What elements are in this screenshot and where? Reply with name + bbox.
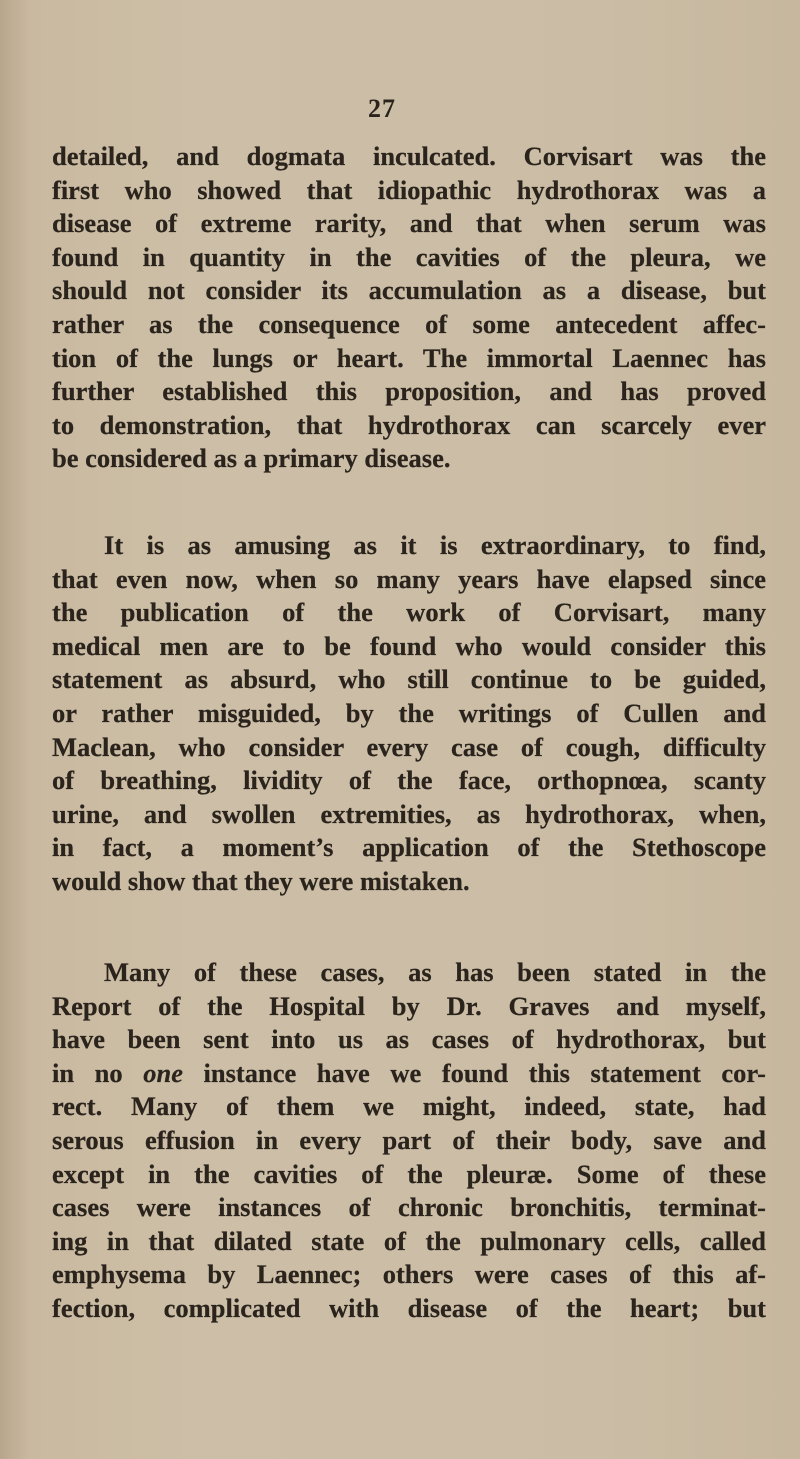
text-line: have been sent into us as cases of hydrothorax, but	[52, 1024, 766, 1055]
text-line: statement as absurd, who still continue to be guided,	[52, 664, 766, 695]
text-line: should not consider its accumulation as a disease, but	[52, 275, 766, 306]
text-line: Maclean, who consider every case of cough, difficulty	[52, 731, 766, 762]
text-segment: instance have we found this statement cor-	[182, 1057, 766, 1088]
page-number: 27	[368, 94, 396, 123]
text-line: to demonstration, that hydrothorax can scarcely ever	[52, 409, 766, 440]
text-line: Many of these cases, as has been stated in the	[104, 957, 766, 987]
text-segment: in no	[52, 1057, 144, 1088]
italic-emphasis: one	[143, 1057, 183, 1088]
text-line: of breathing, lividity of the face, orthopnœa, scanty	[52, 765, 766, 796]
text-line: ing in that dilated state of the pulmonary cells, called	[52, 1225, 766, 1256]
text-line: tion of the lungs or heart. The immortal Laennec has	[52, 342, 766, 373]
text-line: medical men are to be found who would consider this	[52, 630, 766, 661]
text-line: Report of the Hospital by Dr. Graves and myself,	[52, 990, 766, 1021]
text-line: fection, complicated with disease of the heart; but	[52, 1292, 766, 1323]
text-line: that even now, when so many years have elapsed since	[52, 563, 766, 594]
text-line	[52, 1057, 766, 1091]
text-line: serous effusion in every part of their body, save and	[52, 1124, 766, 1155]
text-line: would show that they were mistaken.	[52, 865, 470, 896]
text-line: further established this proposition, and has proved	[52, 376, 766, 407]
text-line: It is as amusing as it is extraordinary, to find,	[104, 530, 766, 560]
text-line: emphysema by Laennec; others were cases of this af-	[52, 1259, 766, 1290]
text-line: except in the cavities of the pleuræ. Some of these	[52, 1158, 766, 1189]
text-line: cases were instances of chronic bronchitis, terminat-	[52, 1192, 766, 1223]
paragraph-3	[52, 956, 766, 1326]
text-line: rather as the consequence of some antecedent affec-	[52, 308, 766, 339]
text-line: be considered as a primary disease.	[52, 443, 451, 474]
text-line: urine, and swollen extremities, as hydrothorax, when,	[52, 798, 766, 829]
text-line: rect. Many of them we might, indeed, state, had	[52, 1091, 766, 1122]
text-line: or rather misguided, by the writings of Cullen and	[52, 697, 766, 728]
text-line: disease of extreme rarity, and that when serum was	[52, 208, 766, 239]
text-line: first who showed that idiopathic hydrothorax was a	[52, 174, 766, 205]
text-line: detailed, and dogmata inculcated. Corvisart was the	[52, 141, 766, 171]
paragraph-1	[52, 140, 766, 476]
text-line: found in quantity in the cavities of the pleura, we	[52, 241, 766, 272]
paragraph-2	[52, 529, 766, 899]
text-line: in fact, a moment’s application of the Stethoscope	[52, 832, 766, 863]
text-line: the publication of the work of Corvisart, many	[52, 597, 766, 628]
